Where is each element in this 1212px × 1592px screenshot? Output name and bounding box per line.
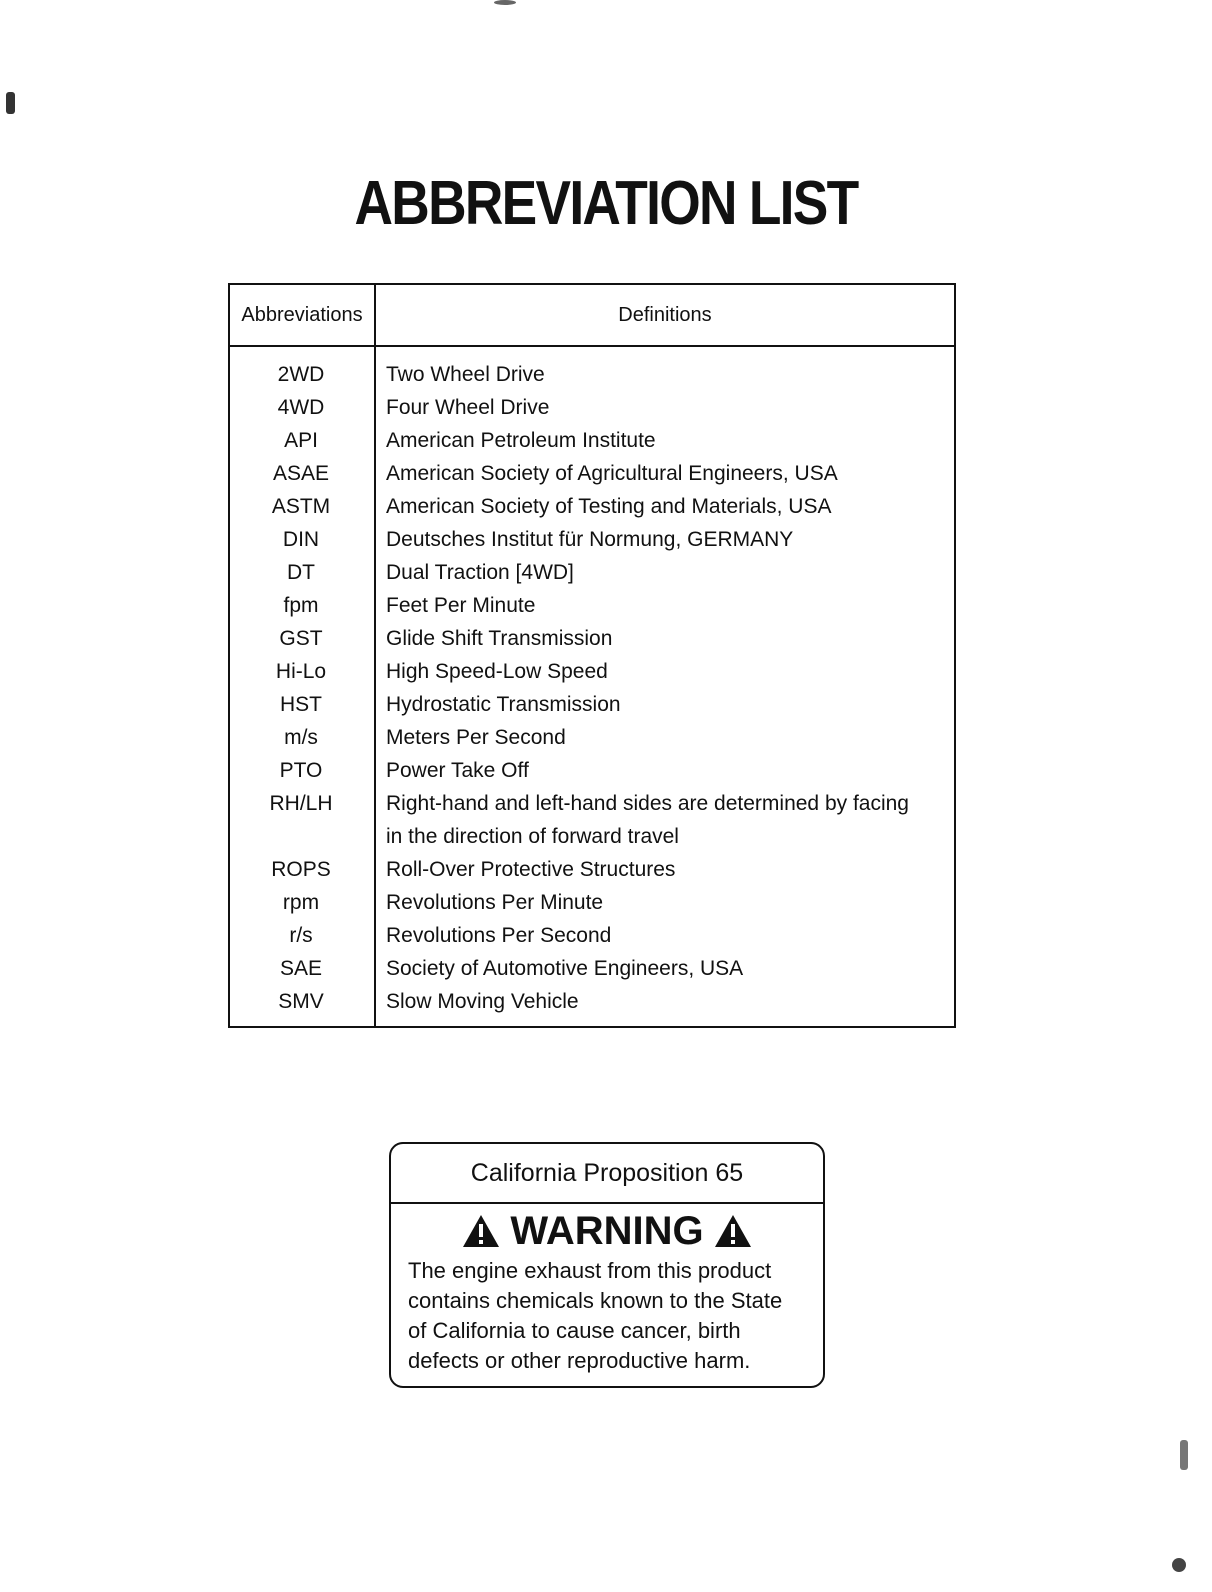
- table-row: [230, 655, 954, 688]
- abbreviation-cell: rpm: [282, 891, 320, 914]
- table-header: [230, 285, 954, 347]
- definition-cell: [374, 622, 946, 655]
- table-row: [230, 919, 954, 952]
- abbreviation-cell: m/s: [284, 726, 318, 749]
- warning-title: WARNING: [510, 1209, 704, 1253]
- definition-cell: [374, 523, 946, 556]
- definition-line: Two Wheel Drive: [386, 363, 545, 386]
- definition-cell: [374, 754, 946, 787]
- definition-line: in the direction of forward travel: [386, 825, 679, 848]
- warning-header: California Proposition 65: [391, 1144, 823, 1204]
- abbreviation-cell: SMV: [278, 990, 324, 1013]
- header-definitions: Definitions: [618, 304, 712, 326]
- scan-speck: [1172, 1558, 1186, 1572]
- definition-line: American Society of Agricultural Engineers, USA: [386, 462, 838, 485]
- definition-line: Glide Shift Transmission: [386, 627, 613, 650]
- definition-line: Hydrostatic Transmission: [386, 693, 621, 716]
- definition-cell: [374, 952, 946, 985]
- definition-line: Revolutions Per Second: [386, 924, 612, 947]
- warning-line: defects or other reproductive harm.: [408, 1348, 751, 1373]
- prop65-warning-box: [389, 1142, 825, 1388]
- warning-body: [408, 1256, 818, 1376]
- page-title: ABBREVIATION LIST: [354, 169, 858, 238]
- warning-line: of California to cause cancer, birth: [408, 1318, 741, 1343]
- definition-cell: [374, 457, 946, 490]
- table-row: [230, 985, 954, 1018]
- definition-line: Roll-Over Protective Structures: [386, 858, 676, 881]
- definition-line: High Speed-Low Speed: [386, 660, 608, 683]
- definition-line: Right-hand and left-hand sides are determined by facing: [386, 792, 909, 815]
- warning-line: The engine exhaust from this product: [408, 1258, 772, 1283]
- definition-line: Meters Per Second: [386, 726, 566, 749]
- abbreviation-cell: GST: [279, 627, 323, 650]
- abbreviation-cell: fpm: [283, 594, 319, 617]
- definition-line: Revolutions Per Minute: [386, 891, 604, 914]
- table-row: [230, 853, 954, 886]
- definition-line: American Society of Testing and Materials, USA: [386, 495, 832, 518]
- abbreviation-cell: ASAE: [272, 462, 330, 485]
- table-row: [230, 457, 954, 490]
- definition-line: Deutsches Institut für Normung, GERMANY: [386, 528, 794, 551]
- table-row: [230, 721, 954, 754]
- warning-triangle-icon: [462, 1214, 500, 1248]
- abbreviation-cell: HST: [280, 693, 322, 716]
- abbreviation-cell: DIN: [282, 528, 320, 551]
- table-row: [230, 391, 954, 424]
- abbreviation-cell: API: [284, 429, 318, 452]
- definition-cell: [374, 886, 946, 919]
- table-row: [230, 556, 954, 589]
- abbreviation-cell: RH/LH: [269, 792, 333, 815]
- definition-cell: [374, 919, 946, 952]
- definition-cell: [374, 556, 946, 589]
- table-row: [230, 688, 954, 721]
- definition-cell: [374, 853, 946, 886]
- definition-line: Power Take Off: [386, 759, 529, 782]
- warning-triangle-icon: [714, 1214, 752, 1248]
- warning-title-row: [391, 1206, 823, 1256]
- definition-cell: [374, 787, 946, 853]
- table-row: [230, 490, 954, 523]
- definition-cell: [374, 424, 946, 457]
- scan-speck: [494, 0, 516, 5]
- table-row: [230, 754, 954, 787]
- table-body: [230, 358, 954, 1018]
- abbreviation-cell: 4WD: [277, 396, 325, 419]
- definition-cell: [374, 688, 946, 721]
- definition-line: Slow Moving Vehicle: [386, 990, 579, 1013]
- definition-line: Four Wheel Drive: [386, 396, 550, 419]
- definition-line: Feet Per Minute: [386, 594, 536, 617]
- table-row: [230, 622, 954, 655]
- definition-line: Society of Automotive Engineers, USA: [386, 957, 744, 980]
- definition-cell: [374, 655, 946, 688]
- table-row: [230, 886, 954, 919]
- abbreviation-cell: PTO: [279, 759, 323, 782]
- definition-cell: [374, 358, 946, 391]
- table-row: [230, 589, 954, 622]
- abbreviation-table: [228, 283, 956, 1028]
- abbreviation-cell: 2WD: [277, 363, 325, 386]
- definition-cell: [374, 589, 946, 622]
- scan-speck: [6, 92, 15, 114]
- header-abbreviations: Abbreviations: [241, 304, 363, 326]
- table-row: [230, 787, 954, 853]
- definition-line: Dual Traction [4WD]: [386, 561, 574, 584]
- scan-speck: [1180, 1440, 1188, 1470]
- abbreviation-cell: ASTM: [271, 495, 331, 518]
- abbreviation-cell: ROPS: [271, 858, 331, 881]
- warning-line: contains chemicals known to the State: [408, 1288, 783, 1313]
- abbreviation-cell: SAE: [279, 957, 323, 980]
- definition-cell: [374, 391, 946, 424]
- definition-line: American Petroleum Institute: [386, 429, 656, 452]
- definition-cell: [374, 490, 946, 523]
- definition-cell: [374, 985, 946, 1018]
- abbreviation-cell: r/s: [289, 924, 313, 947]
- abbreviation-cell: DT: [287, 561, 315, 584]
- abbreviation-cell: Hi-Lo: [275, 660, 327, 683]
- table-row: [230, 358, 954, 391]
- table-row: [230, 424, 954, 457]
- definition-cell: [374, 721, 946, 754]
- table-row: [230, 952, 954, 985]
- table-row: [230, 523, 954, 556]
